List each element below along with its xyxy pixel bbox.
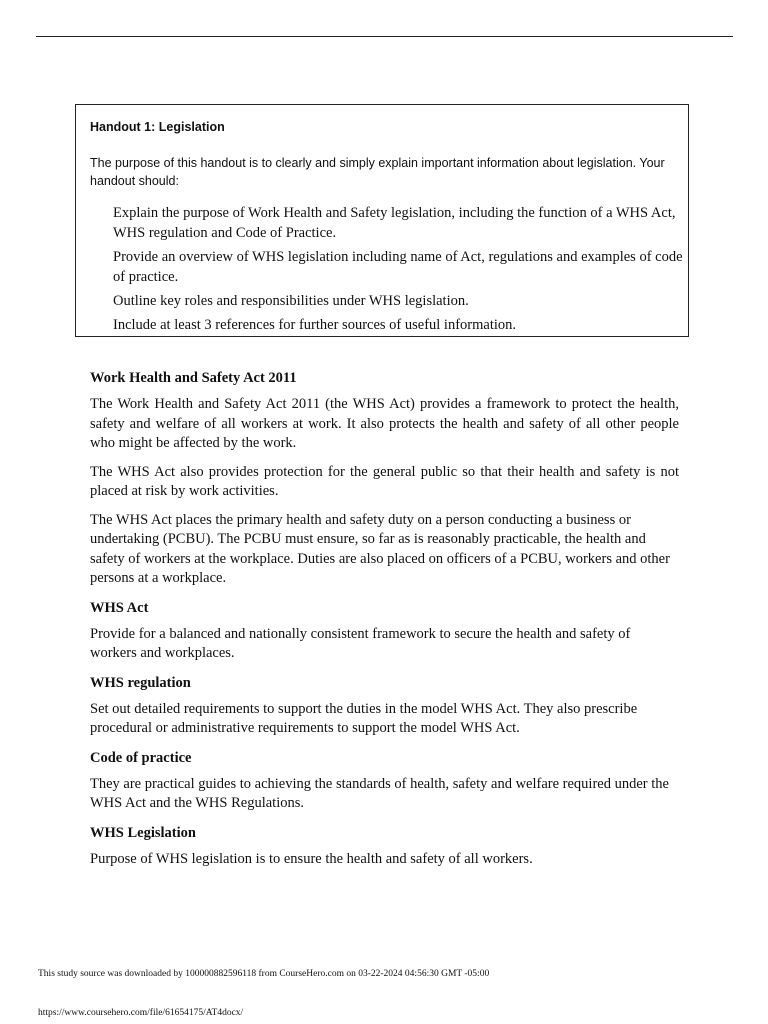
list-item: Provide an overview of WHS legislation including name of Act, regulations and examples of code of practice. <box>113 249 683 285</box>
paragraph: Provide for a balanced and nationally consistent framework to secure the health and safety of workers and workplaces. <box>90 625 631 661</box>
top-divider <box>36 36 733 37</box>
paragraph: The WHS Act also provides protection for the general public so that their health and safety is not placed at risk by work activities. <box>90 463 679 499</box>
download-notice: This study source was downloaded by 100000882596118 from CourseHero.com on 03-22-2024 04:56:30 GMT -05:00 <box>38 969 490 979</box>
section-heading-code-of-practice: Code of practice <box>90 749 192 766</box>
handout-box <box>75 104 689 337</box>
section-heading-whs-regulation: WHS regulation <box>90 674 191 691</box>
handout-requirements-list <box>113 203 683 339</box>
handout-intro: The purpose of this handout is to clearly and simply explain important information about legislation. Your handout should: <box>90 156 665 188</box>
paragraph: The Work Health and Safety Act 2011 (the WHS Act) provides a framework to protect the health, safety and welfare of all workers at work. It also protects the health and safety of all other people who might be affected by the work. <box>90 396 679 451</box>
paragraph: The WHS Act places the primary health and safety duty on a person conducting a business or undertaking (PCBU). The PCBU must ensure, so far as is reasonably practicable, the health and safety of workers at the workplace. Duties are also placed on officers of a PCBU, workers and other persons at a workplace. <box>90 511 670 586</box>
list-item: Include at least 3 references for further sources of useful information. <box>113 317 517 333</box>
section-heading-whs-act-2011: Work Health and Safety Act 2011 <box>90 370 297 386</box>
section-heading-whs-legislation: WHS Legislation <box>90 824 196 841</box>
handout-title: Handout 1: Legislation <box>90 120 225 134</box>
list-item: Explain the purpose of Work Health and Safety legislation, including the function of a WHS Act, WHS regulation and Code of Practice. <box>113 205 676 241</box>
section-heading-whs-act: WHS Act <box>90 599 149 616</box>
paragraph: They are practical guides to achieving the standards of health, safety and welfare required under the WHS Act and the WHS Regulations. <box>90 775 669 811</box>
paragraph: Purpose of WHS legislation is to ensure the health and safety of all workers. <box>90 850 533 867</box>
paragraph: Set out detailed requirements to support the duties in the model WHS Act. They also prescribe procedural or administrative requirements to support the model WHS Act. <box>90 700 638 736</box>
document-body <box>90 368 679 878</box>
source-url: https://www.coursehero.com/file/61654175/AT4docx/ <box>38 1008 244 1018</box>
list-item: Outline key roles and responsibilities under WHS legislation. <box>113 293 469 309</box>
